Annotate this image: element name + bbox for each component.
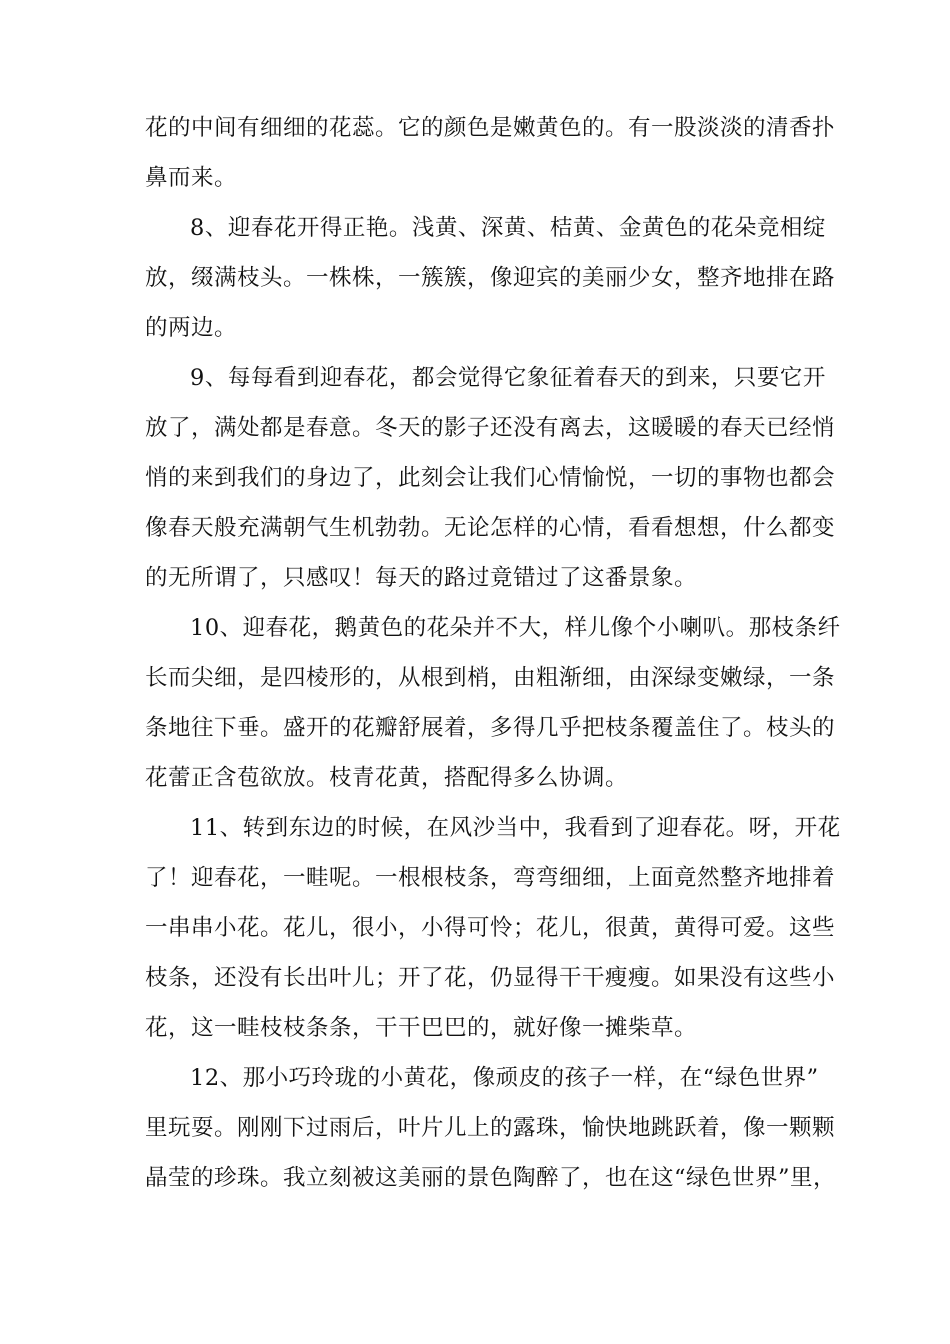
paragraph-11-line: 枝条，还没有长出叶儿；开了花，仍显得干干瘦瘦。如果没有这些小 (145, 965, 836, 991)
paragraph-9-line: 放了，满处都是春意。冬天的影子还没有离去，这暖暖的春天已经悄 (145, 415, 836, 441)
paragraph-9-line: 像春天般充满朝气生机勃勃。无论怎样的心情，看看想想，什么都变 (145, 515, 836, 541)
paragraph-9-line: 的无所谓了，只感叹！每天的路过竟错过了这番景象。 (145, 565, 698, 591)
paragraph-11-line: 了！迎春花，一畦呢。一根根枝条，弯弯细细，上面竟然整齐地排着 (145, 865, 836, 891)
document-body (145, 103, 841, 1203)
paragraph-10-line: 10、迎春花，鹅黄色的花朵并不大，样儿像个小喇叭。那枝条纤 (190, 615, 841, 641)
paragraph-11-line: 11、转到东边的时候，在风沙当中，我看到了迎春花。呀，开花 (190, 815, 841, 841)
paragraph-8-line: 放，缀满枝头。一株株，一簇簇，像迎宾的美丽少女，整齐地排在路 (145, 265, 836, 291)
paragraph-12-line: 晶莹的珍珠。我立刻被这美丽的景色陶醉了，也在这“绿色世界”里， (145, 1165, 837, 1191)
paragraph-11-line: 花，这一畦枝枝条条，干干巴巴的，就好像一摊柴草。 (145, 1015, 698, 1041)
paragraph-10-line: 条地往下垂。盛开的花瓣舒展着，多得几乎把枝条覆盖住了。枝头的 (145, 715, 836, 741)
text-line: 花的中间有细细的花蕊。它的颜色是嫩黄色的。有一股淡淡的清香扑 (145, 115, 836, 141)
paragraph-9-line: 悄的来到我们的身边了，此刻会让我们心情愉悦，一切的事物也都会 (145, 465, 836, 491)
paragraph-10-line: 花蕾正含苞欲放。枝青花黄，搭配得多么协调。 (145, 765, 629, 791)
paragraph-8-line: 的两边。 (145, 315, 238, 341)
paragraph-9-line: 9、每每看到迎春花，都会觉得它象征着春天的到来，只要它开 (190, 365, 826, 391)
paragraph-12-line: 12、那小巧玲珑的小黄花，像顽皮的孩子一样，在“绿色世界” (190, 1065, 819, 1091)
paragraph-10-line: 长而尖细，是四棱形的，从根到梢，由粗渐细，由深绿变嫩绿，一条 (145, 665, 836, 691)
paragraph-11-line: 一串串小花。花儿，很小，小得可怜；花儿，很黄，黄得可爱。这些 (145, 915, 836, 941)
paragraph-8-line: 8、迎春花开得正艳。浅黄、深黄、桔黄、金黄色的花朵竞相绽 (190, 215, 826, 241)
text-line: 鼻而来。 (145, 165, 238, 191)
paragraph-12-line: 里玩耍。刚刚下过雨后，叶片儿上的露珠，愉快地跳跃着，像一颗颗 (145, 1115, 836, 1141)
